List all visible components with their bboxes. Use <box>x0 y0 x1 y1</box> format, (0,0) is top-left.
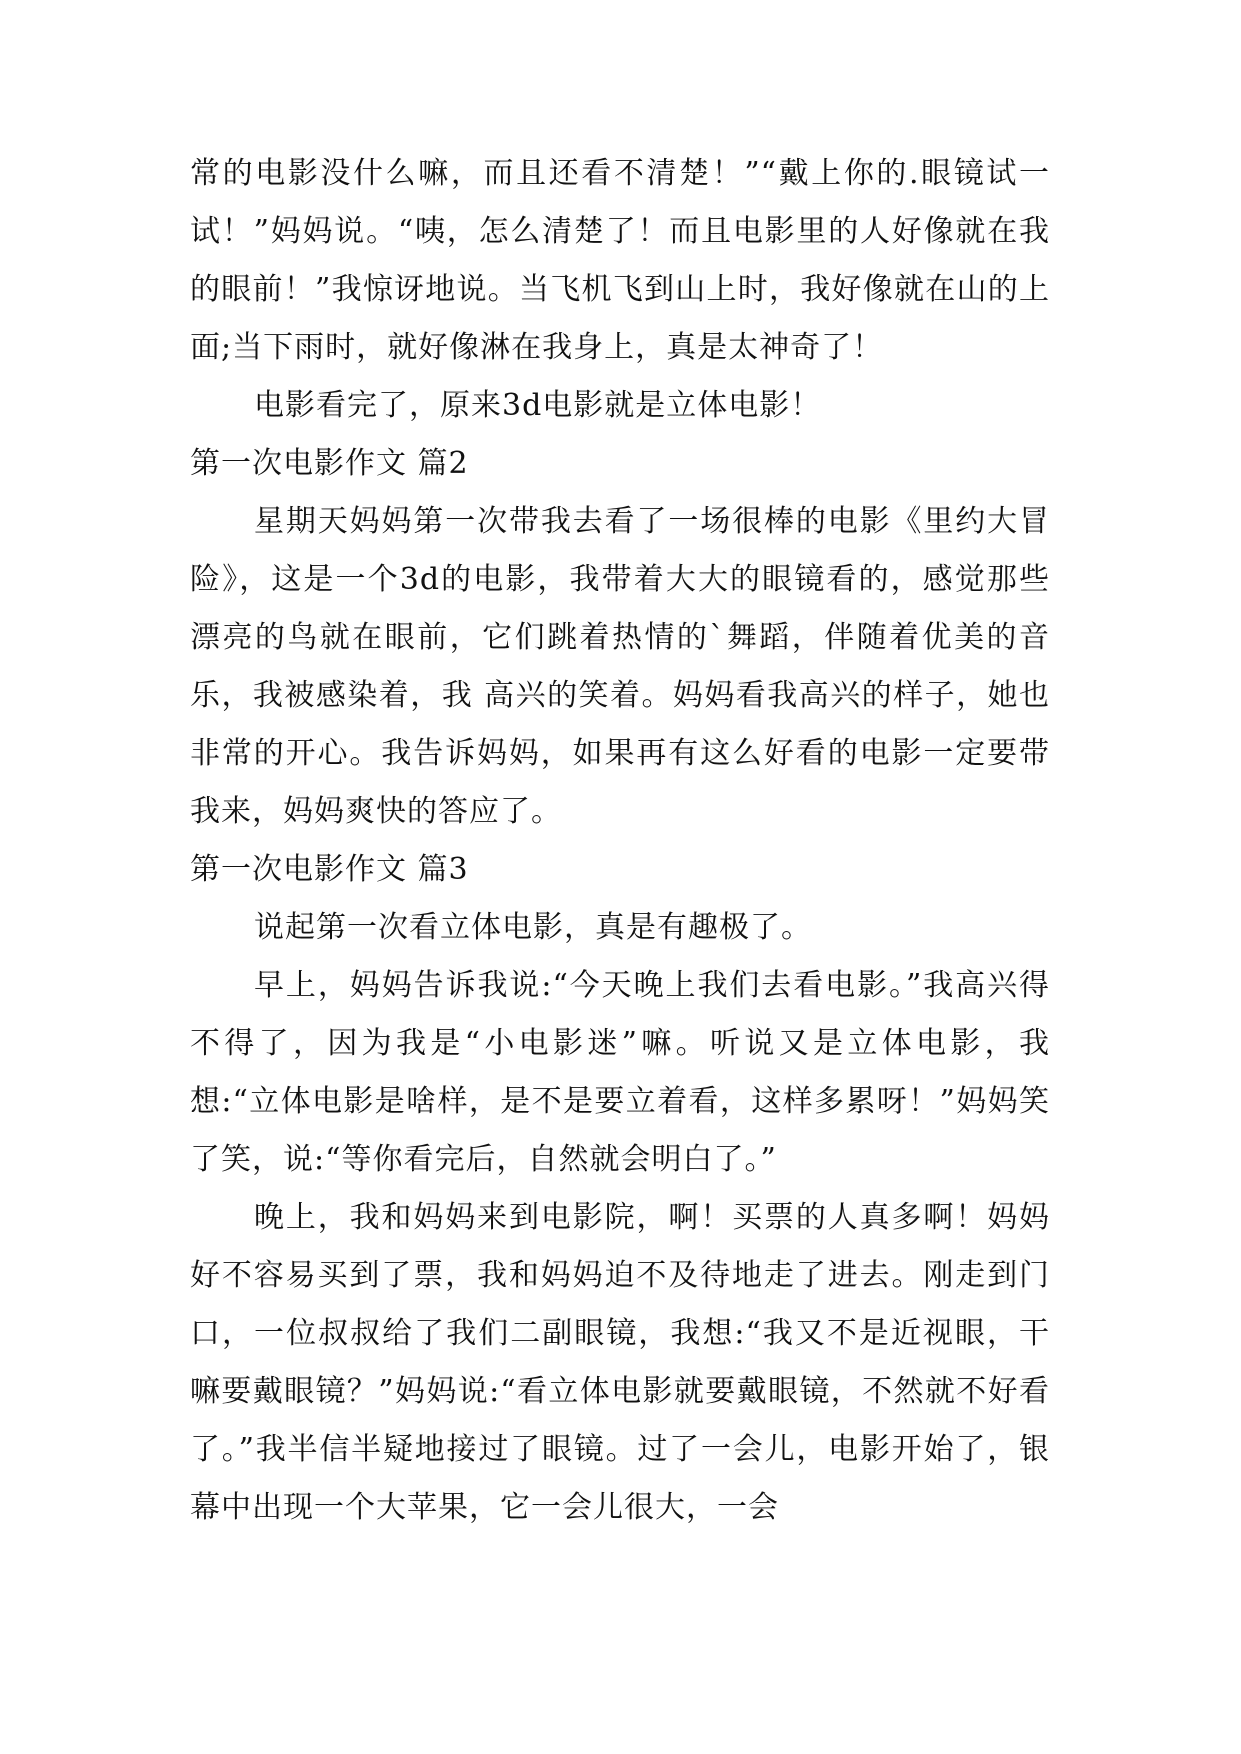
paragraph-body: 早上，妈妈告诉我说:“今天晚上我们去看电影。”我高兴得不得了，因为我是“小电影迷”嘛。听说又是立体电影，我想:“立体电影是啥样，是不是要立着看，这样多累呀！”妈妈笑了笑，说:“等你看完后，自然就会明白了。” <box>190 968 1050 1177</box>
paragraph-body: 星期天妈妈第一次带我去看了一场很棒的电影《里约大冒险》，这是一个3d的电影，我带着大大的眼镜看的，感觉那些漂亮的鸟就在眼前，它们跳着热情的`舞蹈，伴随着优美的音乐，我被感染着，我 高兴的笑着。妈妈看我高兴的样子，她也非常的开心。我告诉妈妈，如果再有这么好看的电影一定要带我来，妈妈爽快的答应了。 <box>190 504 1050 829</box>
paragraph-body: 说起第一次看立体电影，真是有趣极了。 <box>254 910 812 945</box>
paragraph-body: 电影看完了，原来3d电影就是立体电影！ <box>254 388 822 423</box>
section-heading: 第一次电影作文 篇2 <box>190 446 469 481</box>
paragraph-body: 晚上，我和妈妈来到电影院，啊！买票的人真多啊！妈妈好不容易买到了票，我和妈妈迫不及待地走了进去。刚走到门口，一位叔叔给了我们二副眼镜，我想:“我又不是近视眼，干嘛要戴眼镜？”妈妈说:“看立体电影就要戴眼镜，不然就不好看了。”我半信半疑地接过了眼镜。过了一会儿，电影开始了，银幕中出现一个大苹果，它一会儿很大，一会 <box>190 1200 1050 1525</box>
section-heading: 第一次电影作文 篇3 <box>190 852 469 887</box>
document-body <box>190 145 1050 1537</box>
paragraph-continuation: 常的电影没什么嘛，而且还看不清楚！”“戴上你的.眼镜试一试！”妈妈说。“咦，怎么清楚了！而且电影里的人好像就在我的眼前！”我惊讶地说。当飞机飞到山上时，我好像就在山的上面;当下雨时，就好像淋在我身上，真是太神奇了！ <box>190 156 1050 365</box>
